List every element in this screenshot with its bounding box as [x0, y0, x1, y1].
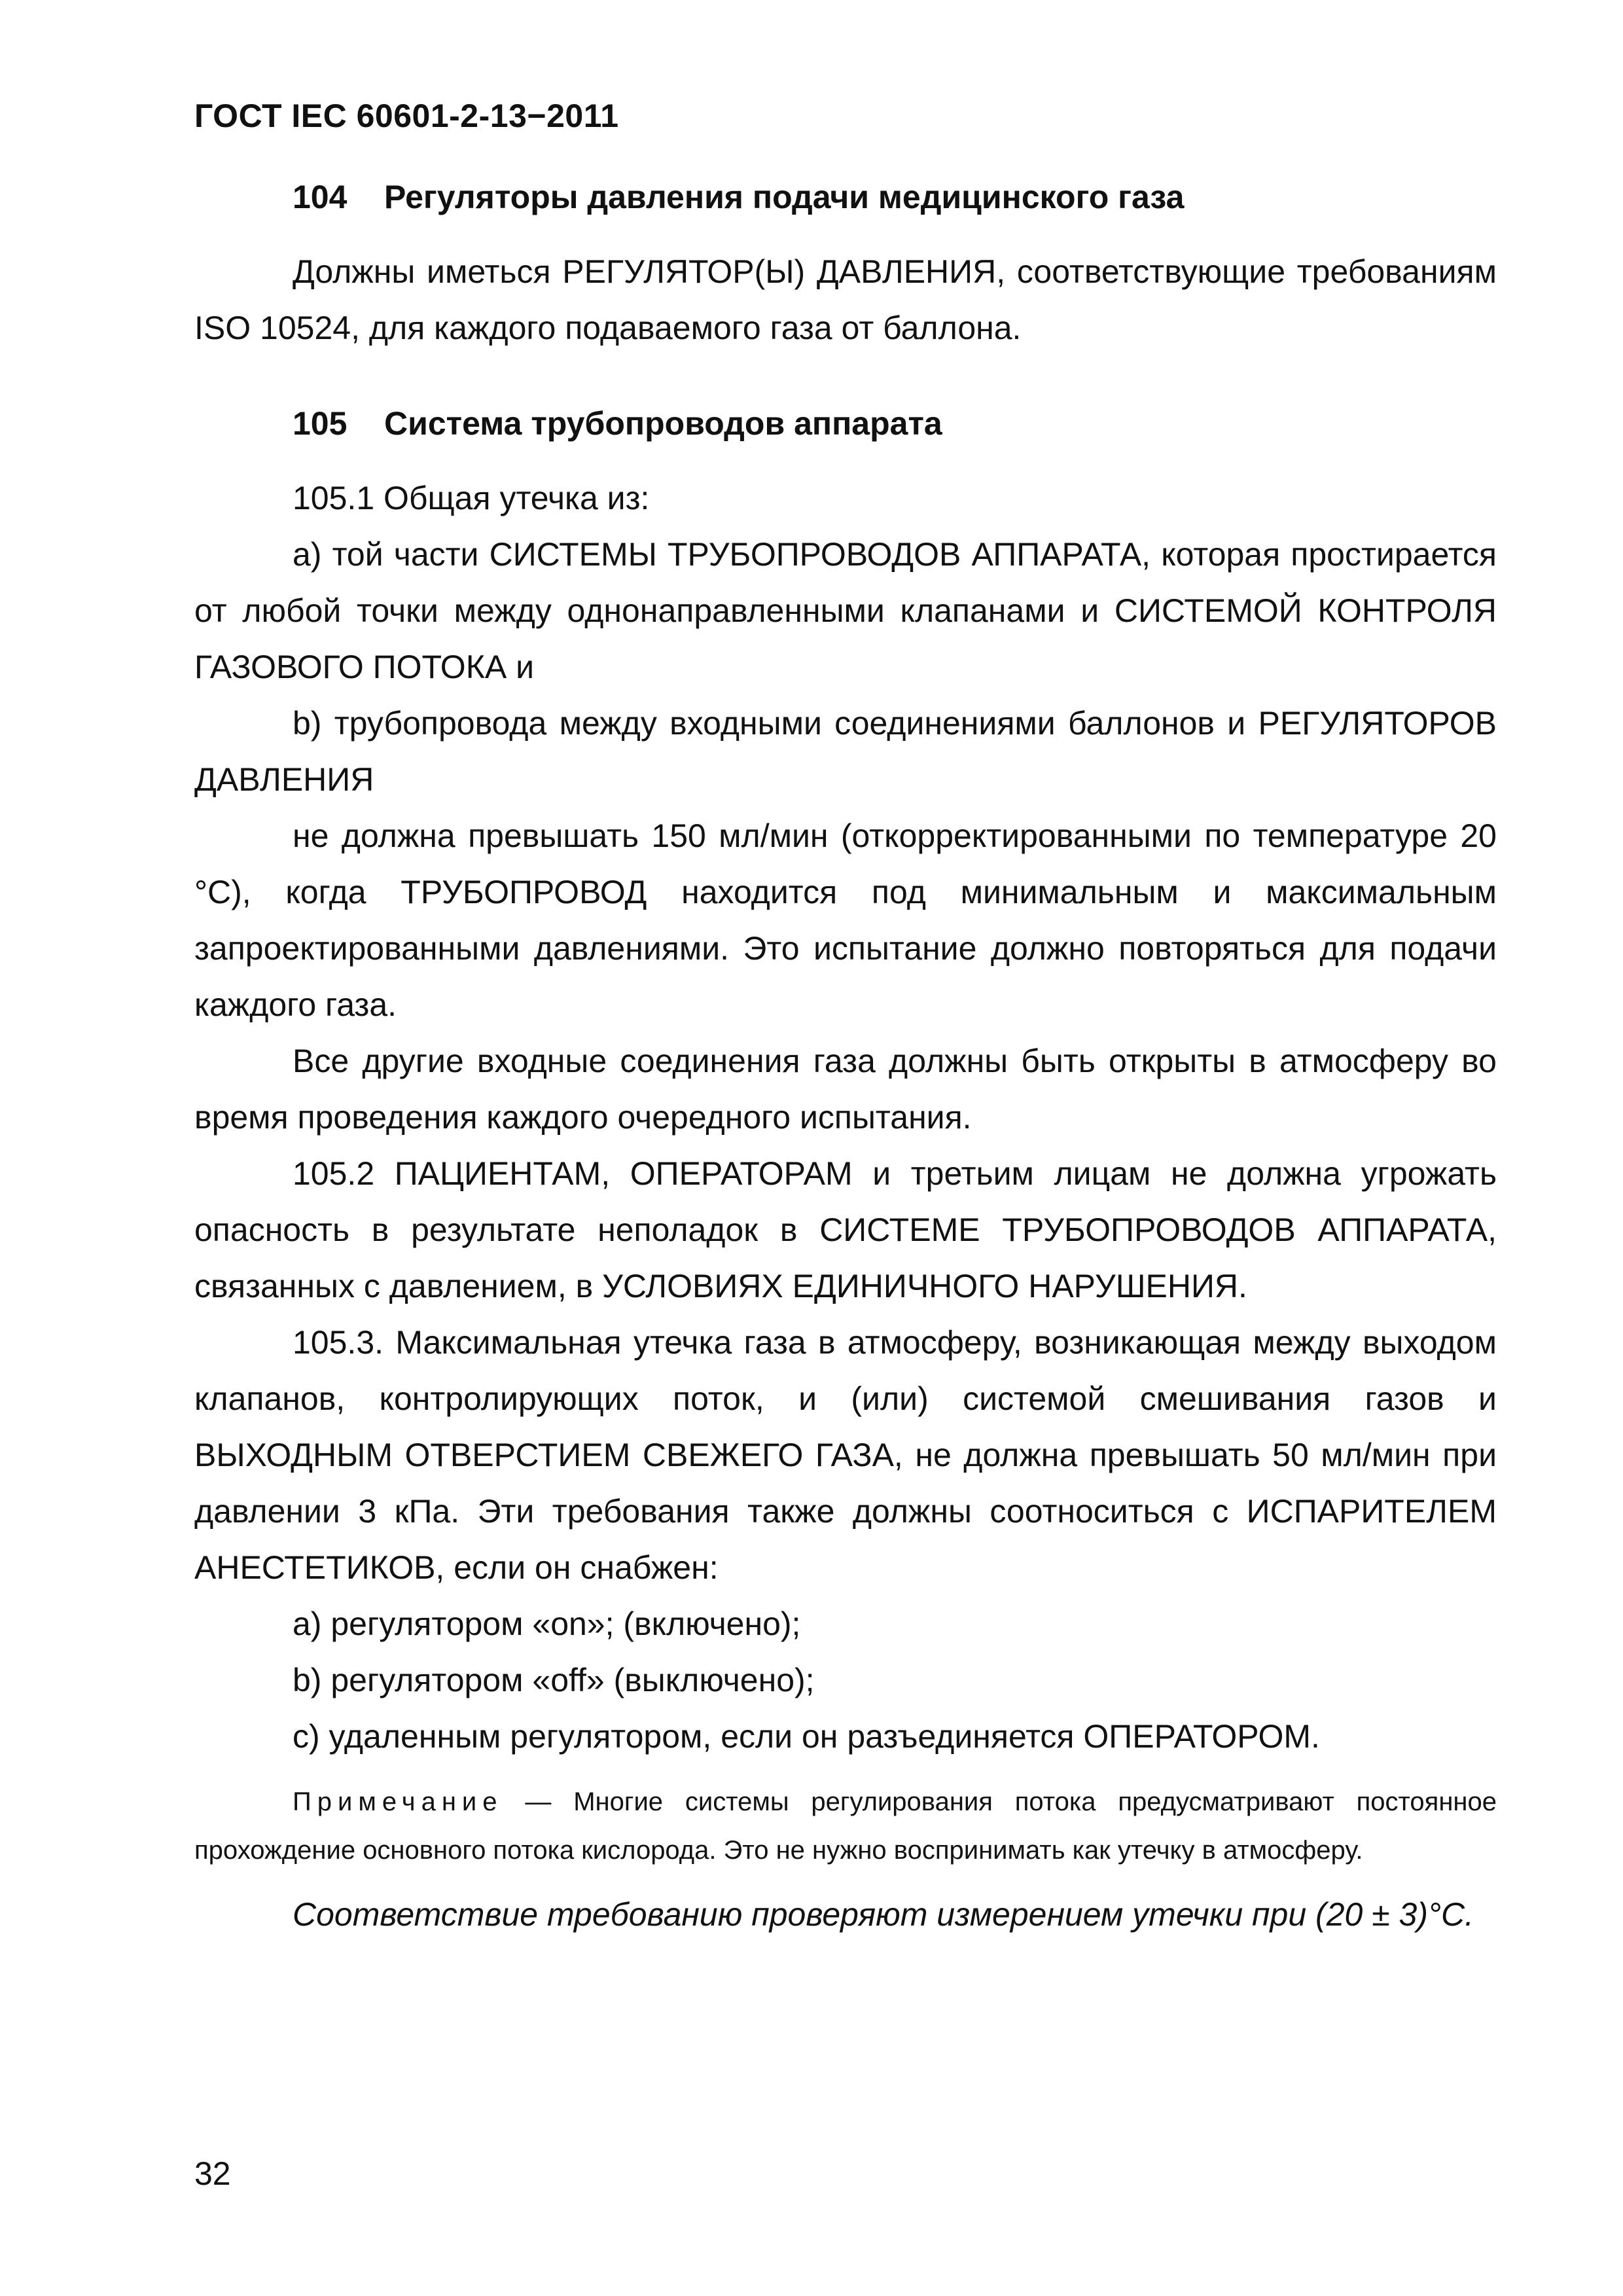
note-label: Примечание — [293, 1787, 503, 1816]
section-104-heading — [194, 169, 1497, 225]
clause-105-1-limit: не должна превышать 150 мл/мин (откорректированными по температуре 20 °С), когда ТРУБОПРОВОД находится под минимальным и максимальным запроектированными давлениями. Это испытание должно повторяться для подачи каждого газа. — [194, 817, 1497, 1023]
compliance-statement: Соответствие требованию проверяют измерением утечки при (20 ± 3)°С. — [293, 1896, 1474, 1933]
clause-105-1-intro: 105.1 Общая утечка из: — [293, 480, 650, 516]
section-105-heading — [194, 395, 1497, 452]
document-body — [194, 169, 1497, 1943]
section-104-title: Регуляторы давления подачи медицинского газа — [384, 179, 1185, 215]
standard-header: ГОСТ IEC 60601-2-13−2011 — [194, 98, 619, 134]
clause-105-3: 105.3. Максимальная утечка газа в атмосферу, возникающая между выходом клапанов, контролирующих поток, и (или) системой смешивания газов и ВЫХОДНЫМ ОТВЕРСТИЕМ СВЕЖЕГО ГАЗА, не должна превышать 50 мл/мин при давлении 3 кПа. Эти требования также должны соотноситься с ИСПАРИТЕЛЕМ АНЕСТЕТИКОВ, если он снабжен: — [194, 1324, 1497, 1586]
section-105-number: 105 — [293, 405, 348, 442]
clause-105-3-item-b: b) регулятором «off» (выключено); — [293, 1662, 815, 1698]
section-104-number: 104 — [293, 179, 348, 215]
page-number: 32 — [194, 2155, 231, 2192]
clause-105-1-other-inlets: Все другие входные соединения газа должны быть открыты в атмосферу во время проведения каждого очередного испытания. — [194, 1043, 1497, 1136]
clause-105-3-item-c: c) удаленным регулятором, если он разъединяется ОПЕРАТОРОМ. — [293, 1718, 1320, 1755]
clause-105-2: 105.2 ПАЦИЕНТАМ, ОПЕРАТОРАМ и третьим лицам не должна угрожать опасность в результате неполадок в СИСТЕМЕ ТРУБОПРОВОДОВ АППАРАТА, связанных с давлением, в УСЛОВИЯХ ЕДИНИЧНОГО НАРУШЕНИЯ. — [194, 1155, 1497, 1304]
note-text: — Многие системы регулирования потока предусматривают постоянное прохождение основного потока кислорода. Это не нужно воспринимать как утечку в атмосферу. — [194, 1787, 1497, 1865]
clause-105-1-item-a: a) той части СИСТЕМЫ ТРУБОПРОВОДОВ АППАРАТА, которая простирается от любой точки между однонаправленными клапанами и СИСТЕМОЙ КОНТРОЛЯ ГАЗОВОГО ПОТОКА и — [194, 536, 1497, 685]
clause-105-3-item-a: a) регулятором «on»; (включено); — [293, 1605, 801, 1642]
section-105-title: Система трубопроводов аппарата — [384, 405, 942, 442]
note — [194, 1778, 1497, 1874]
section-104-text: Должны иметься РЕГУЛЯТОР(Ы) ДАВЛЕНИЯ, соответствующие требованиям ISO 10524, для каждого подаваемого газа от баллона. — [194, 253, 1497, 346]
clause-105-1-item-b: b) трубопровода между входными соединениями баллонов и РЕГУЛЯТОРОВ ДАВЛЕНИЯ — [194, 705, 1497, 798]
